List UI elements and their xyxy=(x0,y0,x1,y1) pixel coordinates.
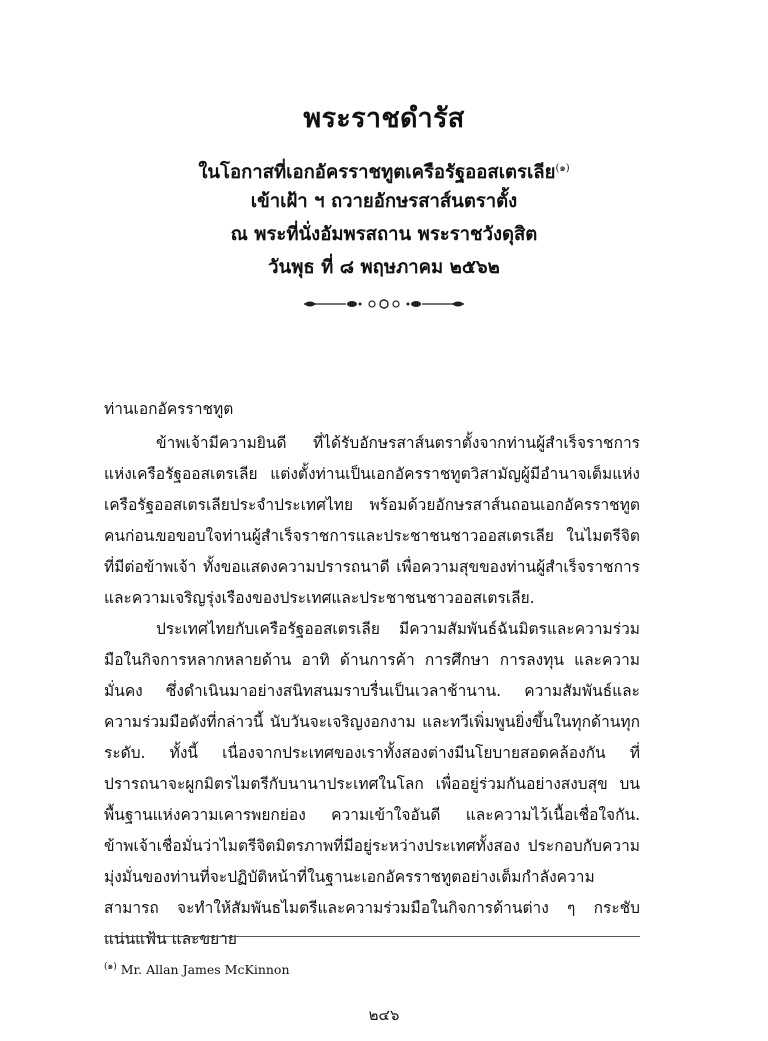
paragraph-1-text: ข้าพเจ้ามีความยินดี ที่ได้รับอักษรสาส์นตราตั้งจากท่านผู้สำเร็จราชการแห่งเครือรัฐออสเตรเลีย แต่งตั้งท่านเป็นเอกอัครราชทูตวิสามัญผู้มีอำนาจเต็มแห่งเครือรัฐออสเตรเลียประจำประเทศไทย พร้อมด้วยอักษรสาส์นถอนเอกอัครราชทูตคนก่อน. xyxy=(104,434,640,545)
paragraph-2-text: ขอขอบใจท่านผู้สำเร็จราชการและประชาชนชาวออสเตรเลีย ในไมตรีจิตที่มีต่อข้าพเจ้า ทั้งขอแสดงความปรารถนาดี เพื่อความสุขของท่านผู้สำเร็จราชการและความเจริญรุ่งเรืองของประเทศและประชาชนชาวออสเตรเลีย. xyxy=(104,527,640,607)
audience-line: เข้าเฝ้า ฯ ถวายอักษรสาส์นตราตั้ง xyxy=(250,191,518,212)
footnote-divider xyxy=(104,936,640,937)
page-number: ๒๔๖ xyxy=(368,1006,400,1024)
salutation: ท่านเอกอัครราชทูต xyxy=(104,400,234,418)
venue-line: ณ พระที่นั่งอัมพรสถาน พระราชวังดุสิต xyxy=(230,224,538,245)
ornament-divider xyxy=(300,296,468,312)
occasion-line xyxy=(0,152,768,189)
footnote xyxy=(104,959,290,977)
occasion-text: ในโอกาสที่เอกอัครราชทูตเครือรัฐออสเตรเลีย xyxy=(198,162,556,184)
footnote-reference: (๑) xyxy=(555,163,570,174)
paragraph-3-text: ประเทศไทยกับเครือรัฐออสเตรเลีย มีความสัมพันธ์ฉันมิตรและความร่วมมือในกิจการหลากหลายด้าน อาทิ ด้านการค้า การศึกษา การลงทุน และความมั่นคง ซึ่งดำเนินมาอย่างสนิทสนมราบรื่นเป็นเวลาช้านาน. ความสัมพันธ์และความร่วมมือดังที่กล่าวนี้ นับวันจะเจริญงอกงาม และทวีเพิ่มพูนยิ่งขึ้นในทุกด้านทุกระดับ. ทั้งนี้ เนื่องจากประเทศของเราทั้งสองต่างมีนโยบายสอดคล้องกัน ที่ปรารถนาจะผูกมิตรไมตรีกับนานาประเทศในโลก เพื่ออยู่ร่วมกันอย่างสงบสุข บนพื้นฐานแห่งความเคารพยกย่อง ความเข้าใจอันดี และความไว้เนื้อเชื่อใจกัน. ข้าพเจ้าเชื่อมั่นว่าไมตรีจิตมิตรภาพที่มีอยู่ระหว่างประเทศทั้งสอง ประกอบกับความมุ่งมั่นของท่านที่จะปฏิบัติหน้าที่ในฐานะเอกอัครราชทูตอย่างเต็มกำลังความสามารถ จะทำให้สัมพันธไมตรีและความร่วมมือในกิจการด้านต่าง ๆ กระชับแน่นแฟ้น และขยาย xyxy=(104,620,640,948)
footnote-text: Mr. Allan James McKinnon xyxy=(120,962,290,978)
paragraph-3 xyxy=(104,614,640,955)
date-line: วันพุธ ที่ ๘ พฤษภาคม ๒๕๖๒ xyxy=(268,257,500,278)
page-title: พระราชดำรัส xyxy=(303,103,465,134)
footnote-marker: (๑) xyxy=(104,962,117,972)
paragraph-2 xyxy=(104,521,640,614)
